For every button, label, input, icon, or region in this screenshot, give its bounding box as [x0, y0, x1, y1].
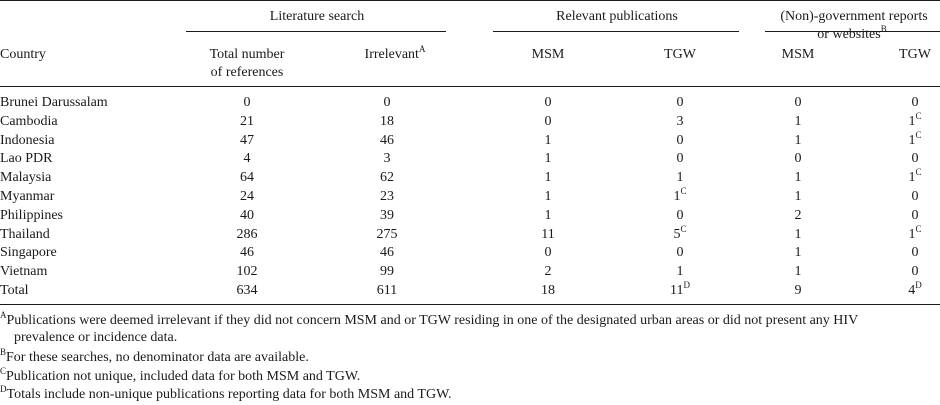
cell-rel-tgw: 0	[676, 208, 684, 223]
cell-irrelevant: 39	[380, 208, 394, 223]
cell-web-msm: 1	[794, 227, 802, 242]
cell-country: Vietnam	[0, 264, 48, 279]
cell-rel-tgw: 1	[676, 170, 684, 185]
top-rule	[0, 0, 940, 1]
cell-rel-msm: 2	[544, 264, 552, 279]
group-header-nongov-line1: (Non)-government reports	[780, 9, 928, 24]
cell-rel-tgw: 0	[676, 245, 684, 260]
cell-web-tgw: 0	[911, 245, 919, 260]
cell-total: 4	[243, 151, 251, 166]
group-header-nongov-line2: or websites$^B$	[817, 24, 887, 42]
group-rule-relevant	[493, 31, 739, 32]
cell-irrelevant: 18	[380, 114, 394, 129]
cell-web-msm: 0	[794, 95, 802, 110]
footnote-mark: C	[680, 224, 687, 234]
cell-country: Malaysia	[0, 170, 52, 185]
col-header-country: Country	[0, 47, 46, 62]
cell-web-tgw: 0	[911, 95, 919, 110]
footnote-b: $^B$For these searches, no denominator data are available.	[0, 347, 309, 365]
cell-web-tgw: $1^C$	[908, 167, 922, 185]
cell-rel-msm: 18	[541, 283, 555, 298]
header-rule	[0, 86, 940, 87]
col-header-irrelevant: Irrelevant$^A$	[364, 44, 426, 62]
cell-irrelevant: 46	[380, 133, 394, 148]
cell-web-msm: 1	[794, 264, 802, 279]
group-rule-literature	[186, 31, 446, 32]
cell-web-msm: 9	[794, 283, 802, 298]
cell-rel-tgw: 3	[676, 114, 684, 129]
footnote-mark: C	[915, 224, 922, 234]
footnote-mark: D	[683, 280, 690, 290]
col-header-total-line1: Total number	[209, 47, 285, 62]
cell-rel-msm: 1	[544, 208, 552, 223]
cell-irrelevant: 3	[383, 151, 391, 166]
cell-irrelevant: 46	[380, 245, 394, 260]
cell-web-msm: 1	[794, 114, 802, 129]
cell-country: Philippines	[0, 208, 64, 223]
cell-web-tgw: 0	[911, 264, 919, 279]
cell-irrelevant: 0	[383, 95, 391, 110]
cell-country: Singapore	[0, 245, 57, 260]
cell-web-msm: 0	[794, 151, 802, 166]
cell-web-tgw: $1^C$	[908, 111, 922, 129]
cell-country: Myanmar	[0, 189, 55, 204]
cell-rel-msm: 1	[544, 133, 552, 148]
cell-web-msm: 1	[794, 189, 802, 204]
cell-total: 102	[236, 264, 258, 279]
cell-country: Cambodia	[0, 114, 58, 129]
footnote-mark: C	[915, 111, 922, 121]
cell-total: 46	[240, 245, 254, 260]
footnote-c: $^C$Publication not unique, included data for both MSM and TGW.	[0, 366, 361, 384]
cell-rel-msm: 11	[541, 227, 555, 242]
cell-web-tgw: 0	[911, 189, 919, 204]
cell-rel-msm: 0	[544, 95, 552, 110]
cell-country: Total	[0, 283, 29, 298]
cell-total: 24	[240, 189, 254, 204]
cell-total: 634	[236, 283, 258, 298]
cell-web-tgw: $4^D$	[908, 280, 922, 298]
cell-irrelevant: 23	[380, 189, 394, 204]
cell-web-msm: 1	[794, 133, 802, 148]
cell-rel-tgw: $5^C$	[673, 224, 687, 242]
cell-rel-tgw: 0	[676, 133, 684, 148]
cell-total: 64	[240, 170, 254, 185]
footnote-mark: C	[915, 167, 922, 177]
cell-rel-msm: 1	[544, 189, 552, 204]
cell-country: Lao PDR	[0, 151, 53, 166]
cell-total: 0	[243, 95, 251, 110]
cell-web-tgw: 0	[911, 208, 919, 223]
cell-country: Thailand	[0, 227, 50, 242]
cell-total: 286	[236, 227, 258, 242]
col-header-web-tgw: TGW	[899, 47, 931, 62]
cell-country: Brunei Darussalam	[0, 95, 108, 110]
group-header-literature: Literature search	[269, 9, 365, 24]
footnote-mark: C	[680, 186, 687, 196]
cell-web-tgw: 0	[911, 151, 919, 166]
col-header-rel-tgw: TGW	[664, 47, 696, 62]
cell-rel-tgw: 1	[676, 264, 684, 279]
cell-total: 47	[240, 133, 254, 148]
footnote-mark: C	[915, 130, 922, 140]
cell-rel-tgw: 0	[676, 151, 684, 166]
footnote-a-continued: prevalence or incidence data.	[14, 330, 178, 345]
cell-web-tgw: $1^C$	[908, 224, 922, 242]
footnote-a: $^A$Publications were deemed irrelevant if they did not concern MSM and or TGW residing in one of the designated urban areas or did not present any HIV	[0, 310, 859, 328]
cell-irrelevant: 275	[376, 227, 398, 242]
col-header-web-msm: MSM	[781, 47, 815, 62]
cell-irrelevant: 62	[380, 170, 394, 185]
cell-rel-tgw: $1^C$	[673, 186, 687, 204]
cell-rel-msm: 1	[544, 151, 552, 166]
cell-rel-msm: 0	[544, 114, 552, 129]
cell-rel-msm: 0	[544, 245, 552, 260]
cell-irrelevant: 611	[376, 283, 398, 298]
cell-country: Indonesia	[0, 133, 55, 148]
cell-total: 40	[240, 208, 254, 223]
cell-total: 21	[240, 114, 254, 129]
footnote-mark: D	[915, 280, 922, 290]
cell-rel-tgw: 0	[676, 95, 684, 110]
cell-rel-tgw: $11^D$	[670, 280, 690, 298]
cell-web-msm: 1	[794, 245, 802, 260]
group-header-relevant: Relevant publications	[556, 9, 678, 24]
bottom-rule	[0, 304, 940, 305]
cell-web-msm: 2	[794, 208, 802, 223]
cell-web-tgw: $1^C$	[908, 130, 922, 148]
cell-irrelevant: 99	[380, 264, 394, 279]
cell-rel-msm: 1	[544, 170, 552, 185]
col-header-total-line2: of references	[210, 65, 284, 80]
cell-web-msm: 1	[794, 170, 802, 185]
footnote-d: $^D$Totals include non-unique publications reporting data for both MSM and TGW.	[0, 384, 452, 402]
col-header-rel-msm: MSM	[531, 47, 565, 62]
